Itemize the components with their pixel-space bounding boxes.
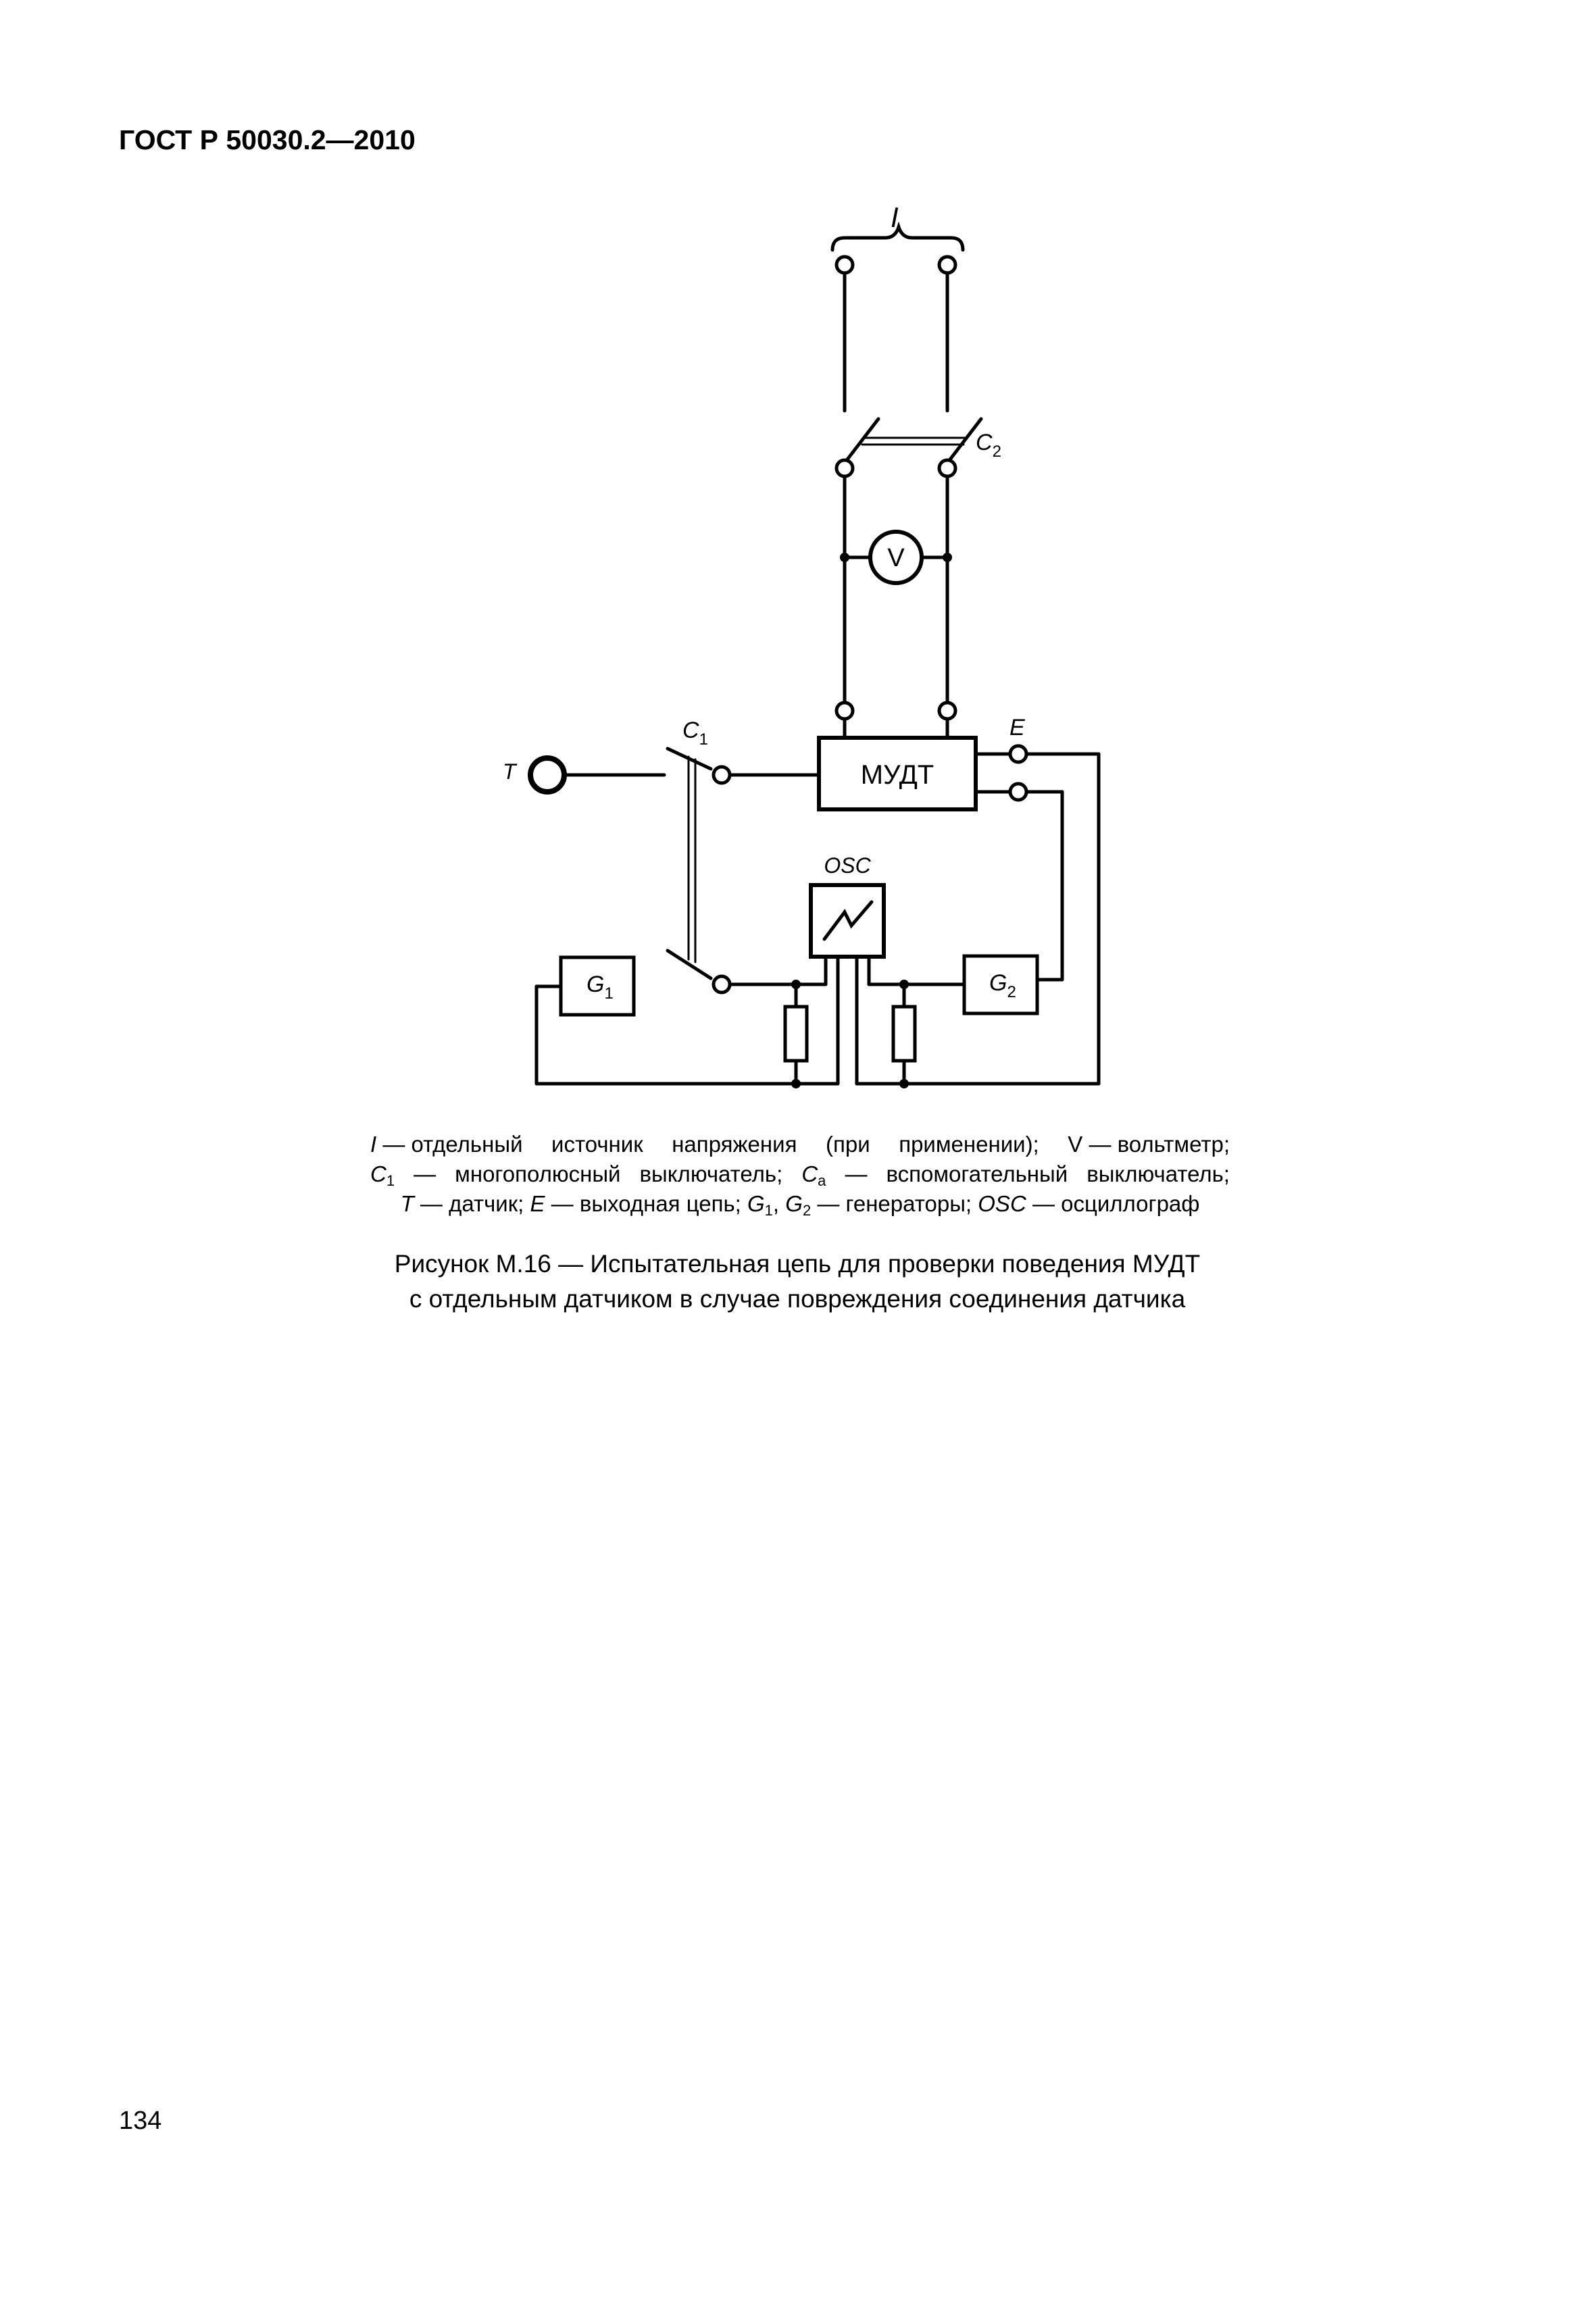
legend-text: — датчик;	[414, 1191, 530, 1216]
legend-text: (при	[826, 1132, 870, 1157]
page-number: 134	[119, 2107, 162, 2135]
legend-subscript: 1	[764, 1202, 773, 1219]
legend-symbol: G	[747, 1191, 765, 1216]
legend-text: — отдельный	[382, 1132, 523, 1157]
label-G1: $G_1$	[587, 972, 614, 1003]
legend-line-2	[370, 1159, 1230, 1189]
legend-text: ,	[772, 1191, 786, 1216]
legend-text: V — вольтметр;	[1068, 1132, 1230, 1157]
legend-symbol: C	[801, 1161, 818, 1186]
figure-caption	[270, 1247, 1324, 1317]
legend-subscript: 2	[802, 1202, 812, 1219]
label-osc: OSC	[824, 853, 871, 878]
legend-text: выключатель;	[639, 1161, 783, 1186]
legend-symbol: C	[370, 1161, 386, 1186]
legend-line-1	[370, 1130, 1230, 1159]
label-voltmeter: V	[887, 544, 905, 572]
legend-text: выключатель;	[1087, 1161, 1230, 1186]
legend-text: — выходная цепь;	[545, 1191, 747, 1216]
label-E: E	[1009, 715, 1025, 740]
legend-subscript: 1	[386, 1172, 395, 1189]
label-C1: $C_1$	[682, 718, 708, 749]
caption-line-2: с отдельным датчиком в случае повреждения соединения датчика	[409, 1285, 1186, 1313]
label-mudt: МУДТ	[860, 760, 934, 790]
legend-symbol: T	[400, 1191, 414, 1216]
figure-legend	[370, 1130, 1230, 1219]
caption-line-1: Рисунок М.16 — Испытательная цепь для проверки поведения МУДТ	[394, 1250, 1201, 1278]
circuit-diagram	[0, 0, 1596, 1149]
label-T: T	[503, 759, 516, 784]
label-C2: $C_2$	[976, 430, 1001, 461]
legend-text: вспомогательный	[886, 1161, 1068, 1186]
label-source-I: I	[891, 201, 899, 233]
document-code: ГОСТ Р 50030.2—2010	[119, 124, 416, 155]
legend-symbol: OSC	[978, 1191, 1026, 1216]
legend-text: напряжения	[672, 1132, 797, 1157]
legend-text: — генераторы;	[811, 1191, 978, 1216]
legend-line-3	[370, 1189, 1230, 1219]
legend-symbol: G	[785, 1191, 803, 1216]
legend-symbol: E	[530, 1191, 545, 1216]
legend-text: —	[845, 1161, 868, 1186]
legend-text: — осциллограф	[1026, 1191, 1200, 1216]
legend-symbol: I	[370, 1132, 377, 1157]
legend-text: многополюсный	[455, 1161, 621, 1186]
legend-text: применении);	[899, 1132, 1039, 1157]
legend-text: источник	[551, 1132, 643, 1157]
legend-subscript: a	[818, 1172, 826, 1189]
label-G2: $G_2$	[989, 970, 1016, 1001]
legend-text: —	[414, 1161, 437, 1186]
